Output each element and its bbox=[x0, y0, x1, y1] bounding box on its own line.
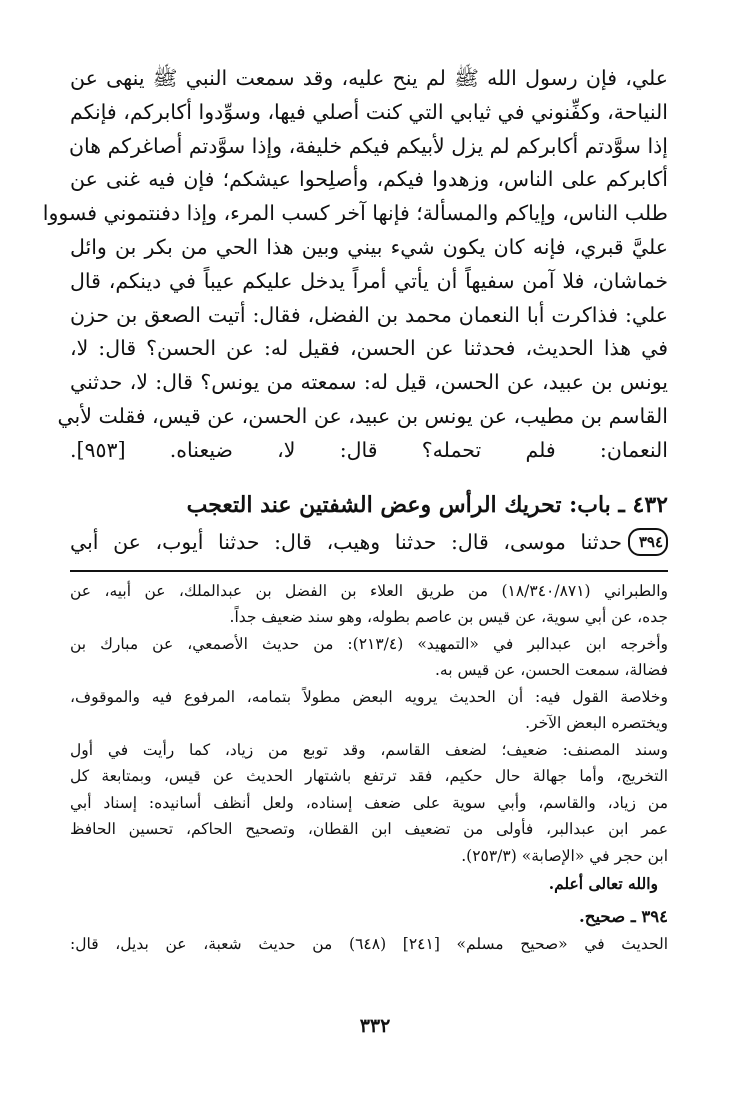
footnote-line: ابن حجر في «الإصابة» (٢٥٣/٣). bbox=[461, 846, 668, 865]
main-text-line: في هذا الحديث، فحدثنا عن الحسن، فقيل له: عن الحسن؟ قال: لا، bbox=[70, 336, 668, 361]
footnote-line: والطبراني (١٨/٣٤٠/٨٧١) من طريق العلاء بن الفضل بن عبدالملك، عن أبيه، عن bbox=[70, 581, 668, 600]
footnote-394-label: ٣٩٤ ـ صحيح. bbox=[579, 907, 668, 927]
footnote-line: التخريج، وأما جهالة حال حكيم، فقد ترتفع باشتهار الحديث عن قيس، وبمتابعة كل bbox=[70, 767, 668, 786]
document-page bbox=[42, 62, 668, 958]
footnotes bbox=[70, 578, 668, 870]
main-text-line: عليَّ قبري، فإنه كان يكون شيء بيني وبين هذا الحي من بكر بن وائل bbox=[70, 234, 668, 259]
footnote-line: وخلاصة القول فيه: أن الحديث يرويه البعض مطولاً بتمامه، المرفوع فيه والموقوف، bbox=[70, 687, 668, 706]
main-text-line: خماشان، فلا آمن سفيهاً أن يأتي أمراً يدخل عليكم عيباً في دينكم، قال bbox=[70, 268, 668, 293]
footnote-closing: والله تعالى أعلم. bbox=[548, 874, 658, 894]
hadith-line bbox=[70, 524, 668, 560]
main-text-line: طلب الناس، وإياكم والمسألة؛ فإنها آخر كسب المرء، وإذا دفنتموني فسووا bbox=[42, 201, 668, 226]
main-text bbox=[42, 62, 668, 468]
hadith-number-badge: ٣٩٤ bbox=[628, 528, 668, 556]
main-text-line: أكابركم على الناس، وزهدوا فيكم، وأصلِحوا عيشكم؛ فإن فيه غنى عن bbox=[70, 167, 668, 192]
footnote-line: من زياد، والقاسم، وأبي سوية على ضعف إسناده، ولعل أنظف أسانيده: إسناد أبي bbox=[70, 793, 668, 812]
main-text-line: النعمان: فلم تحمله؟ قال: لا، ضيعناه. [٩٥٣]. bbox=[70, 437, 668, 462]
main-text-line: إذا سوَّدتم أكابركم لم يزل لأبيكم فيكم خليفة، وإذا سوَّدتم أصاغركم هان bbox=[68, 133, 668, 158]
footnote-line: وأخرجه ابن عبدالبر في «التمهيد» (٢١٣/٤): من حديث الأصمعي، عن مبارك بن bbox=[70, 634, 668, 653]
main-text-line: يونس بن عبيد، عن الحسن، قيل له: سمعته من يونس؟ قال: لا، حدثني bbox=[70, 370, 668, 395]
footnote-line: ويختصره البعض الآخر. bbox=[525, 714, 668, 733]
footnote-line: وسند المصنف: ضعيف؛ لضعف القاسم، وقد توبع من زياد، كما رأيت في أول bbox=[70, 740, 668, 759]
footnote-line: فضالة، سمعت الحسن، عن قيس به. bbox=[435, 661, 668, 680]
footnote-line: جده، عن أبي سوية، عن قيس بن عاصم بطوله، وهو سند ضعيف جداً. bbox=[229, 608, 668, 627]
chapter-heading: ٤٣٢ ـ باب: تحريك الرأس وعض الشفتين عند التعجب bbox=[186, 491, 668, 518]
footnote-divider bbox=[70, 570, 668, 572]
main-text-line: علي، فإن رسول الله ﷺ لم ينح عليه، وقد سمعت النبي ﷺ ينهى عن bbox=[70, 66, 668, 90]
hadith-text: حدثنا موسى، قال: حدثنا وهيب، قال: حدثنا أيوب، عن أبي bbox=[70, 529, 622, 554]
footnote-line: عمر ابن عبدالبر، فأولى من تضعيف ابن القطان، وتصحيح الحاكم، تحسين الحافظ bbox=[70, 820, 668, 839]
footnote-394-text: الحديث في «صحيح مسلم» [٢٤١] (٦٤٨) من حديث شعبة، عن بديل، قال: bbox=[70, 935, 668, 954]
main-text-line: علي: فذاكرت أبا النعمان محمد بن الفضل، فقال: أتيت الصعق بن حزن bbox=[70, 302, 668, 327]
main-text-line: القاسم بن مطيب، عن يونس بن عبيد، عن الحسن، عن قيس، فقلت لأبي bbox=[57, 403, 668, 428]
page-number: ٣٣٢ bbox=[359, 1015, 391, 1037]
main-text-line: النياحة، وكفِّنوني في ثيابي التي كنت أصلي فيها، وسوِّدوا أكابركم، فإنكم bbox=[70, 99, 668, 124]
